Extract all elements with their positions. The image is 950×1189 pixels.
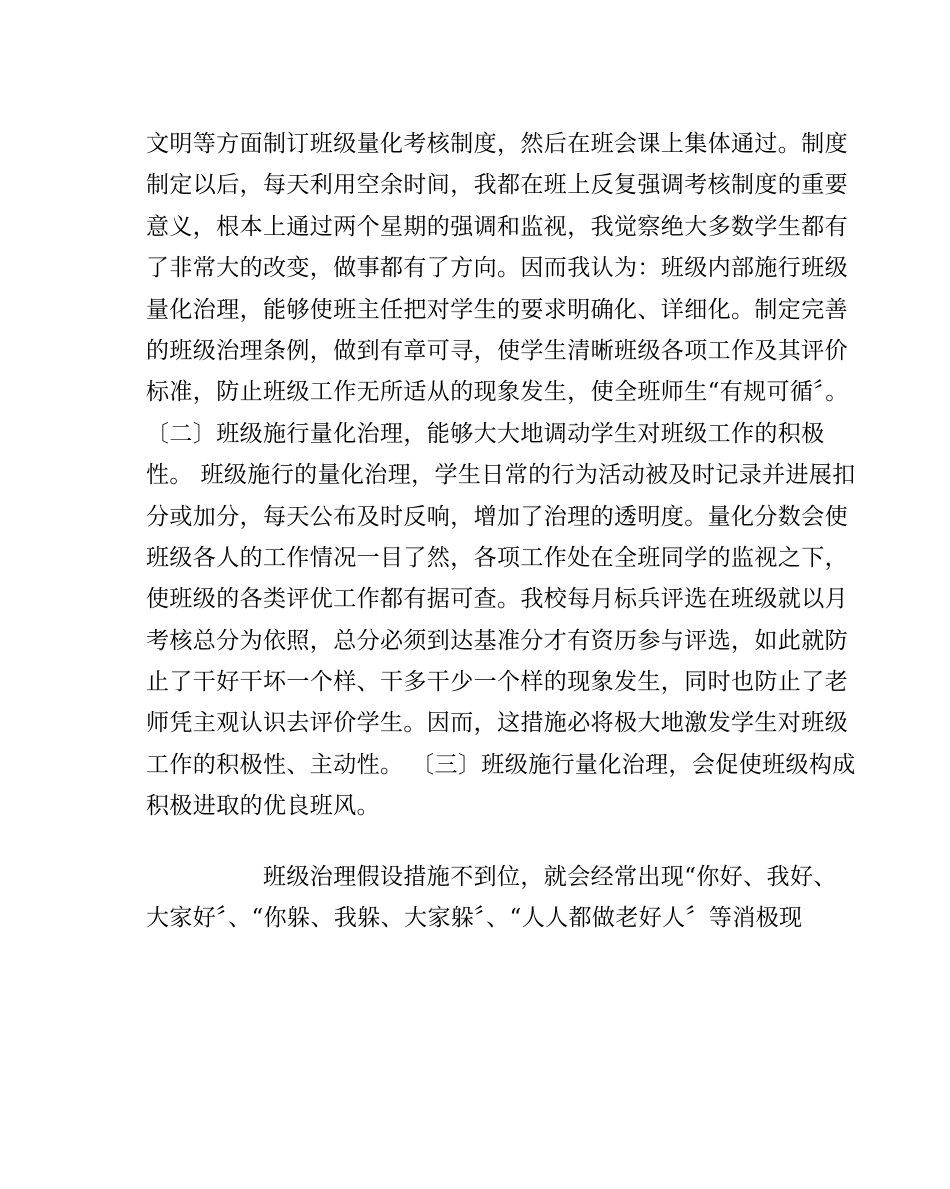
text-line: 班级各人的工作情况一目了然，各项工作处在全班同学的监视之下，	[146, 544, 848, 571]
text-line: 了非常大的改变，做事都有了方向。因而我认为：班级内部施行班级	[146, 255, 848, 282]
text-line: 使班级的各类评优工作都有据可查。我校每月标兵评选在班级就以月	[146, 586, 848, 613]
text-line: 分或加分，每天公布及时反响，增加了治理的透明度。量化分数会使	[146, 503, 848, 530]
text-line: 文明等方面制订班级量化考核制度，然后在班会课上集体通过。制度	[146, 131, 848, 157]
text-line: 止了干好干坏一个样、干多干少一个样的现象发生，同时也防止了老	[146, 669, 848, 696]
body-text	[146, 124, 856, 939]
text-line: 〔二〕班级施行量化治理，能够大大地调动学生对班级工作的积极	[146, 420, 825, 447]
text-line: 的班级治理条例，做到有章可寻，使学生清晰班级各项工作及其评价	[146, 337, 848, 364]
text-line: 大家好〞、“你躲、我躲、大家躲〞、“人人都做老好人〞等消极现	[146, 905, 803, 932]
text-line: 师凭主观认识去评价学生。因而，这措施必将极大地激发学生对班级	[146, 710, 848, 737]
text-line: 标准，防止班级工作无所适从的现象发生，使全班师生“有规可循〞。	[146, 379, 849, 406]
text-line: 考核总分为依照，总分必须到达基准分才有资历参与评选，如此就防	[146, 627, 848, 654]
text-line: 意义，根本上通过两个星期的强调和监视，我觉察绝大多数学生都有	[146, 213, 848, 240]
text-line: 工作的积极性、主动性。 〔三〕班级施行量化治理，会促使班级构成	[146, 751, 856, 778]
text-line: 班级治理假设措施不到位，就会经常出现“你好、我好、	[146, 863, 837, 890]
text-line: 制定以后，每天利用空余时间，我都在班上反复强调考核制度的重要	[146, 172, 848, 199]
text-line: 性。 班级施行的量化治理，学生日常的行为活动被及时记录并进展扣	[146, 462, 856, 489]
text-line: 积极进取的优良班风。	[146, 793, 380, 820]
text-line: 量化治理，能够使班主任把对学生的要求明确化、详细化。制定完善	[146, 296, 848, 323]
